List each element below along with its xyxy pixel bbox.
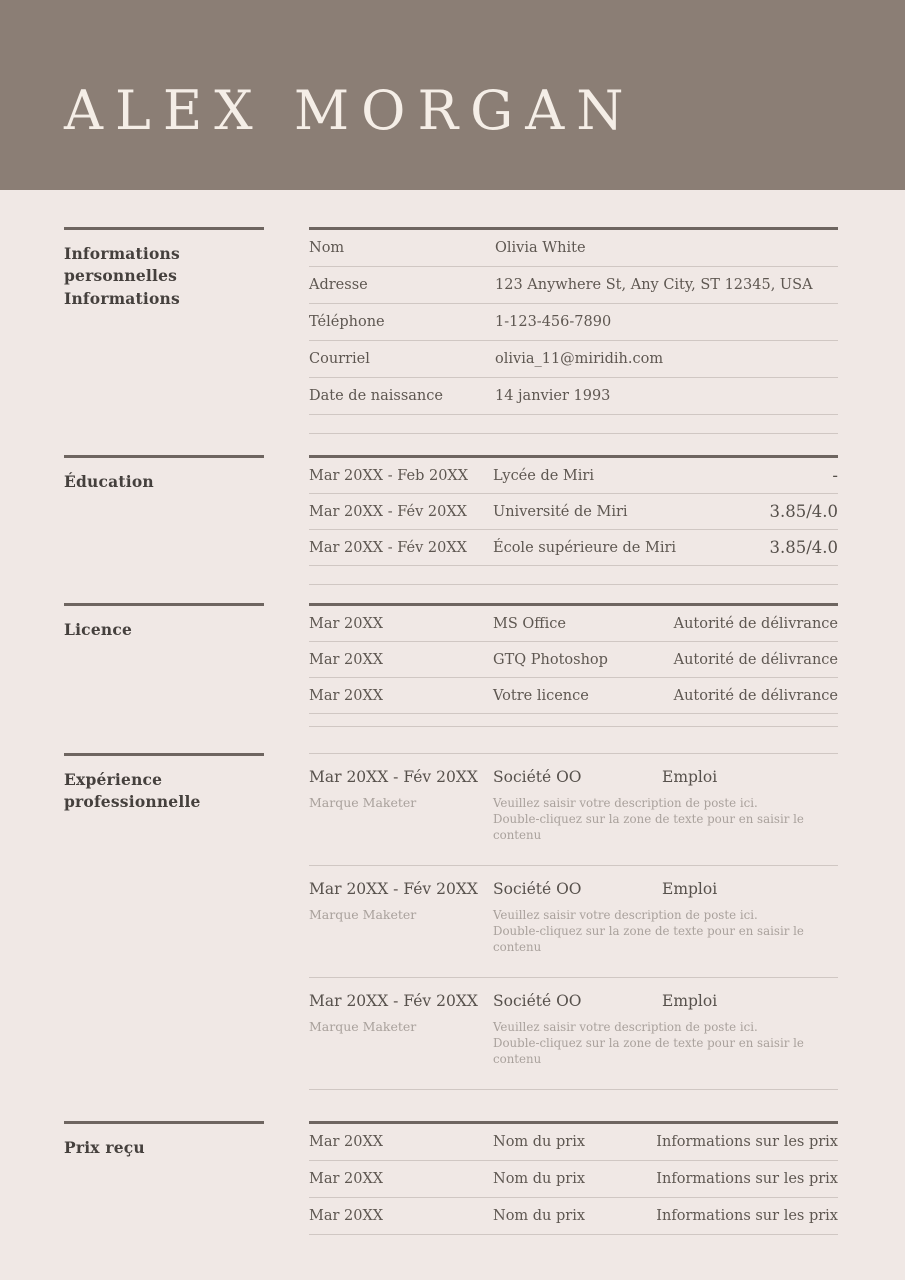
award-name: Nom du prix xyxy=(493,1208,586,1224)
experience-entry xyxy=(309,978,838,1090)
section-rule xyxy=(64,603,264,606)
name-title: ALEX MORGAN xyxy=(64,79,636,142)
licence-date: Mar 20XX xyxy=(309,615,384,632)
licence-heading xyxy=(64,603,264,727)
experience-entry-detail xyxy=(309,907,838,955)
table-row xyxy=(309,378,838,415)
award-name: Nom du prix xyxy=(493,1171,586,1187)
school-name: Université de Miri xyxy=(493,503,628,520)
table-row xyxy=(309,606,838,642)
section-experience xyxy=(64,753,838,1090)
description-line2: Double-cliquez sur la zone de texte pour en saisir le contenu xyxy=(493,812,804,842)
section-rule xyxy=(64,1121,264,1124)
experience-entry xyxy=(309,754,838,866)
gpa-score: - xyxy=(832,466,838,485)
licence-date: Mar 20XX xyxy=(309,687,384,704)
field-value: 14 janvier 1993 xyxy=(495,388,611,404)
section-title: Licence xyxy=(64,620,133,639)
award-date: Mar 20XX xyxy=(309,1208,384,1224)
job-description-placeholder xyxy=(493,1019,838,1067)
experience-entry-header xyxy=(309,992,838,1010)
school-name: Lycée de Miri xyxy=(493,467,594,484)
experience-heading xyxy=(64,753,264,1090)
licence-name: Votre licence xyxy=(493,687,589,704)
table-row xyxy=(309,1124,838,1161)
trailing-divider xyxy=(309,415,838,434)
awards-rows xyxy=(309,1121,838,1235)
award-date: Mar 20XX xyxy=(309,1171,384,1187)
section-title-line1: Expérience xyxy=(64,770,163,789)
licence-rows xyxy=(309,603,838,727)
gpa-score: 3.85/4.0 xyxy=(769,538,838,557)
table-row xyxy=(309,267,838,304)
field-value: 1-123-456-7890 xyxy=(495,314,612,330)
section-education xyxy=(64,455,838,585)
description-line2: Double-cliquez sur la zone de texte pour en saisir le contenu xyxy=(493,924,804,954)
table-row xyxy=(309,494,838,530)
description-line2: Double-cliquez sur la zone de texte pour en saisir le contenu xyxy=(493,1036,804,1066)
education-rows xyxy=(309,455,838,585)
date-range: Mar 20XX - Fév 20XX xyxy=(309,768,478,786)
licence-date: Mar 20XX xyxy=(309,651,384,668)
section-personal-info xyxy=(64,227,838,434)
field-label: Adresse xyxy=(309,277,368,293)
table-row xyxy=(309,678,838,714)
experience-entries xyxy=(309,753,838,1090)
field-value: 123 Anywhere St, Any City, ST 12345, USA xyxy=(495,277,813,293)
brand-label: Marque Maketer xyxy=(309,1019,417,1034)
licence-name: MS Office xyxy=(493,615,566,632)
section-title-line2: professionnelle xyxy=(64,792,201,812)
section-rule xyxy=(64,227,264,230)
date-range: Mar 20XX - Fév 20XX xyxy=(309,992,478,1010)
licence-authority: Autorité de délivrance xyxy=(673,615,838,632)
field-label: Nom xyxy=(309,240,345,256)
brand-label: Marque Maketer xyxy=(309,795,417,810)
date-range: Mar 20XX - Fév 20XX xyxy=(309,503,467,520)
description-line1: Veuillez saisir votre description de poste ici. xyxy=(493,1020,758,1034)
section-licence xyxy=(64,603,838,727)
description-line1: Veuillez saisir votre description de poste ici. xyxy=(493,796,758,810)
resume-content xyxy=(0,227,905,1235)
licence-authority: Autorité de délivrance xyxy=(673,651,838,668)
job-title: Emploi xyxy=(662,880,718,898)
experience-entry-header xyxy=(309,768,838,786)
section-title xyxy=(64,769,264,814)
date-range: Mar 20XX - Feb 20XX xyxy=(309,467,469,484)
experience-entry-header xyxy=(309,880,838,898)
personal-info-heading xyxy=(64,227,264,434)
date-range: Mar 20XX - Fév 20XX xyxy=(309,880,478,898)
award-info: Informations sur les prix xyxy=(656,1208,838,1224)
licence-name: GTQ Photoshop xyxy=(493,651,608,668)
table-row xyxy=(309,530,838,566)
field-value: Olivia White xyxy=(495,240,586,256)
table-row xyxy=(309,458,838,494)
section-rule xyxy=(64,753,264,756)
job-title: Emploi xyxy=(662,768,718,786)
job-description-placeholder xyxy=(493,907,838,955)
date-range: Mar 20XX - Fév 20XX xyxy=(309,539,467,556)
table-row xyxy=(309,642,838,678)
section-title: Éducation xyxy=(64,472,154,491)
description-line1: Veuillez saisir votre description de poste ici. xyxy=(493,908,758,922)
table-row xyxy=(309,1198,838,1235)
section-rule xyxy=(64,455,264,458)
award-name: Nom du prix xyxy=(493,1134,586,1150)
header-band xyxy=(0,0,905,190)
education-heading xyxy=(64,455,264,585)
brand-label: Marque Maketer xyxy=(309,907,417,922)
award-info: Informations sur les prix xyxy=(656,1171,838,1187)
experience-entry-detail xyxy=(309,1019,838,1067)
company-name: Société OO xyxy=(493,768,582,786)
company-name: Société OO xyxy=(493,880,582,898)
section-title-line1: Informations personnelles xyxy=(64,244,180,286)
field-value: olivia_11@miridih.com xyxy=(495,351,664,367)
section-title: Prix reçu xyxy=(64,1138,145,1157)
field-label: Téléphone xyxy=(309,314,385,330)
job-description-placeholder xyxy=(493,795,838,843)
experience-entry-detail xyxy=(309,795,838,843)
awards-heading xyxy=(64,1121,264,1235)
table-row xyxy=(309,341,838,378)
section-title xyxy=(64,243,264,310)
company-name: Société OO xyxy=(493,992,582,1010)
trailing-divider xyxy=(309,714,838,727)
table-row xyxy=(309,304,838,341)
school-name: École supérieure de Miri xyxy=(493,539,677,556)
award-date: Mar 20XX xyxy=(309,1134,384,1150)
job-title: Emploi xyxy=(662,992,718,1010)
experience-entry xyxy=(309,866,838,978)
table-row xyxy=(309,1161,838,1198)
trailing-divider xyxy=(309,566,838,585)
section-title-line2: Informations xyxy=(64,288,180,308)
field-label: Courriel xyxy=(309,351,370,367)
table-row xyxy=(309,230,838,267)
gpa-score: 3.85/4.0 xyxy=(769,502,838,521)
award-info: Informations sur les prix xyxy=(656,1134,838,1150)
section-awards xyxy=(64,1121,838,1235)
personal-info-rows xyxy=(309,227,838,434)
licence-authority: Autorité de délivrance xyxy=(673,687,838,704)
field-label: Date de naissance xyxy=(309,388,443,404)
